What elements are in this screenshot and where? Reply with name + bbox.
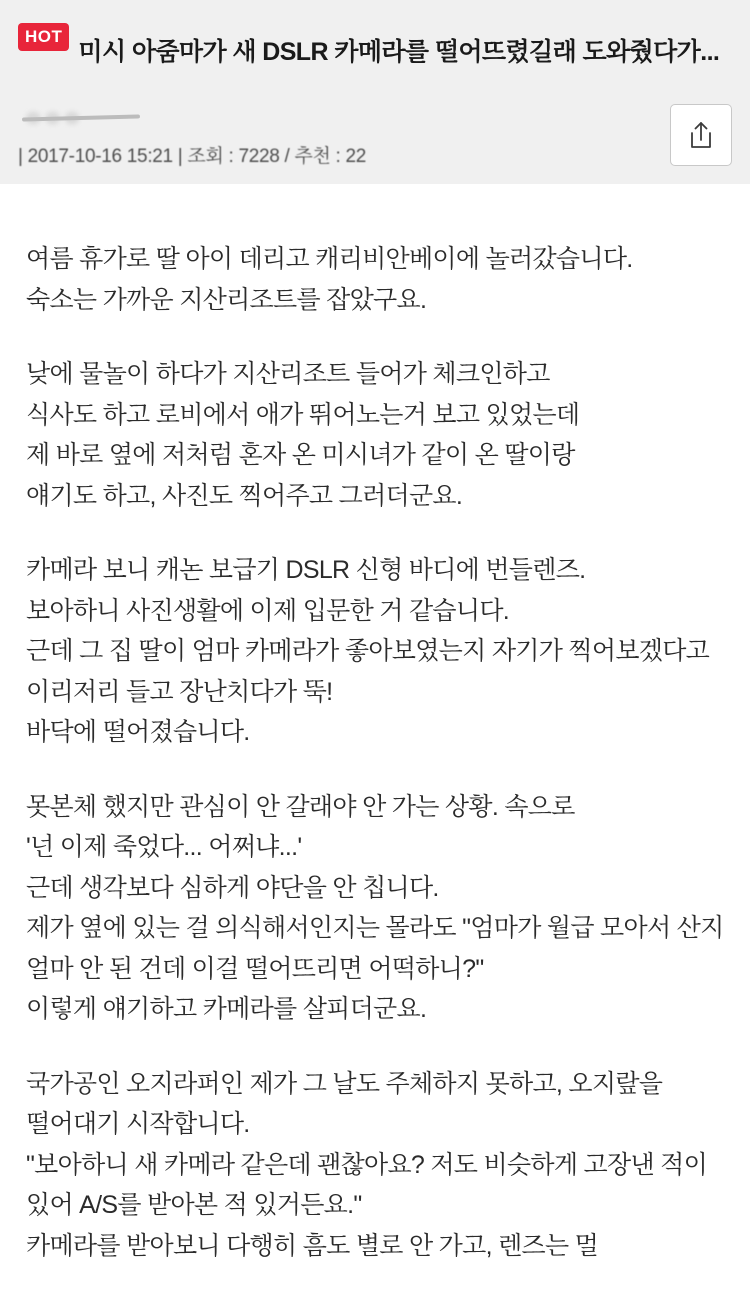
post-header [0, 0, 750, 184]
meta-left [18, 102, 670, 168]
body-paragraph: 못본체 했지만 관심이 안 갈래야 안 가는 상황. 속으로 '넌 이제 죽었다... 어쩌냐...' 근데 생각보다 심하게 야단을 안 칩니다. 제가 옆에 있는 걸 의식해서인지는 몰라도 "엄마가 월급 모아서 산지 얼마 안 된 건데 이걸 떨어뜨리면 어떡하니?" 이렇게 얘기하고 카메라를 살피더군요. [26, 792, 724, 1023]
title-row [18, 18, 732, 86]
body-paragraph: 낮에 물놀이 하다가 지산리조트 들어가 체크인하고 식사도 하고 로비에서 애가 뛰어노는거 보고 있었는데 제 바로 옆에 저처럼 혼자 온 미시녀가 같이 온 딸이랑 얘기도 하고, 사진도 찍어주고 그러더군요. [26, 360, 580, 510]
page-title: 미시 아줌마가 새 DSLR 카메라를 떨어뜨렸길래 도와줬다가... [78, 37, 720, 66]
hot-badge: HOT [18, 23, 69, 51]
share-button[interactable] [670, 104, 732, 166]
body-paragraph: 카메라 보니 캐논 보급기 DSLR 신형 바디에 번들렌즈. 보아하니 사진생활에 이제 입문한 거 같습니다. 근데 그 집 딸이 엄마 카메라가 좋아보였는지 자기가 찍어보겠다고 이리저리 들고 장난치다가 뚝! 바닥에 떨어졌습니다. [26, 556, 710, 746]
meta-row [18, 102, 732, 168]
body-paragraph: 여름 휴가로 딸 아이 데리고 캐리비안베이에 놀러갔습니다. 숙소는 가까운 지산리조트를 잡았구요. [26, 245, 633, 314]
post-meta [18, 141, 670, 168]
post-body [0, 184, 750, 1311]
author-redacted [22, 102, 142, 128]
post-meta-text: | 2017-10-16 15:21 | 조회 : 7228 / 추천 : 22 [18, 146, 367, 167]
share-icon [687, 120, 715, 150]
body-paragraph: 국가공인 오지라퍼인 제가 그 날도 주체하지 못하고, 오지랖을 떨어대기 시작합니다. "보아하니 새 카메라 같은데 괜찮아요? 저도 비슷하게 고장낸 적이 있어 A/S를 받아본 적 있거든요." 카메라를 받아보니 다행히 흠도 별로 안 가고, 렌즈는 멀 [26, 1069, 708, 1260]
